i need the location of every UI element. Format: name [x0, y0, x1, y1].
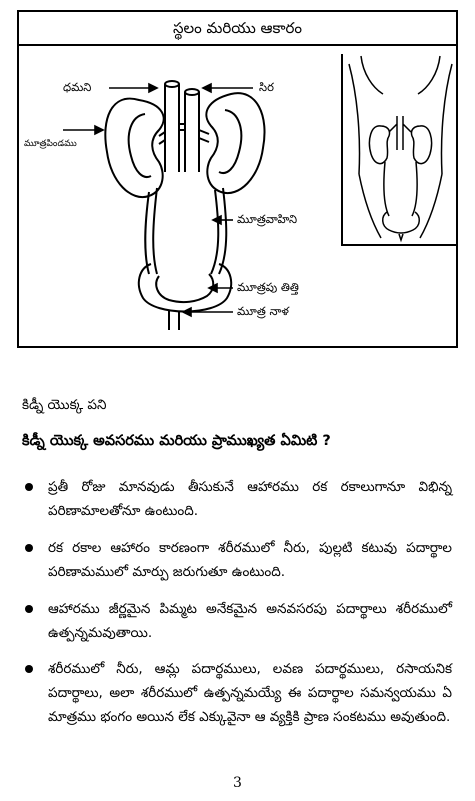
bullet-icon [25, 665, 33, 673]
label-kidney: మూత్రపిండము [24, 139, 77, 149]
bullet-text: ప్రతీ రోజు మానవుడు తీసుకునే ఆహారము రక రకాలుగానూ విభిన్న పరిణామాలతోనూ ఉంటుంది. [48, 479, 452, 519]
list-item [22, 475, 452, 523]
label-ureter: మూత్రవాహిని [237, 212, 298, 226]
bullet-icon [25, 544, 33, 552]
question-heading: కిడ్నీ యొక్క అవసరము మరియు ప్రాముఖ్యత ఏమిటి ? [22, 433, 331, 449]
anatomy-figure [17, 10, 458, 348]
urinary-system-diagram [19, 12, 341, 346]
bullet-text: ఆహారము జీర్ణమైన పిమ్మట అనేకమైన అనవసరపు పదార్థాలు శరీరములో ఉత్పన్నమవుతాయి. [48, 601, 452, 641]
label-urethra: మూత్ర నాళ [237, 304, 289, 318]
bullet-icon [25, 483, 33, 491]
torso-outline [343, 54, 458, 244]
label-artery: ధమని [63, 80, 92, 94]
bullet-text: శరీరములో నీరు, ఆమ్ల పదార్థములు, లవణ పదార్థములు, రసాయనిక పదార్థాలు, అలా శరీరములో ఉత్పన్నమయ్యే ఈ పదార్థాల సమన్వయము ఏ మాత్రము భంగం అయిన లేక ఎక్కువైనా ఆ వ్యక్తికి ప్రాణ సంకటము అవుతుంది. [48, 661, 452, 725]
list-item [22, 597, 452, 645]
label-vein: సిర [259, 80, 274, 94]
list-item [22, 657, 452, 729]
section-heading: కిడ్నీ యొక్క పని [22, 397, 107, 413]
body-location-inset [341, 54, 458, 246]
figure-title: స్థలం మరియు ఆకారం [19, 12, 456, 46]
page-number: 3 [233, 775, 242, 791]
list-item [22, 536, 452, 584]
bullet-text: రక రకాల ఆహారం కారణంగా శరీరములో నీరు, పుల్లటి కటువు పదార్థాల పరిణామములో మార్పు జరుగుతూ ఉంటుంది. [48, 540, 452, 580]
bullet-icon [25, 605, 33, 613]
label-bladder: మూత్రపు తిత్తి [237, 280, 299, 294]
